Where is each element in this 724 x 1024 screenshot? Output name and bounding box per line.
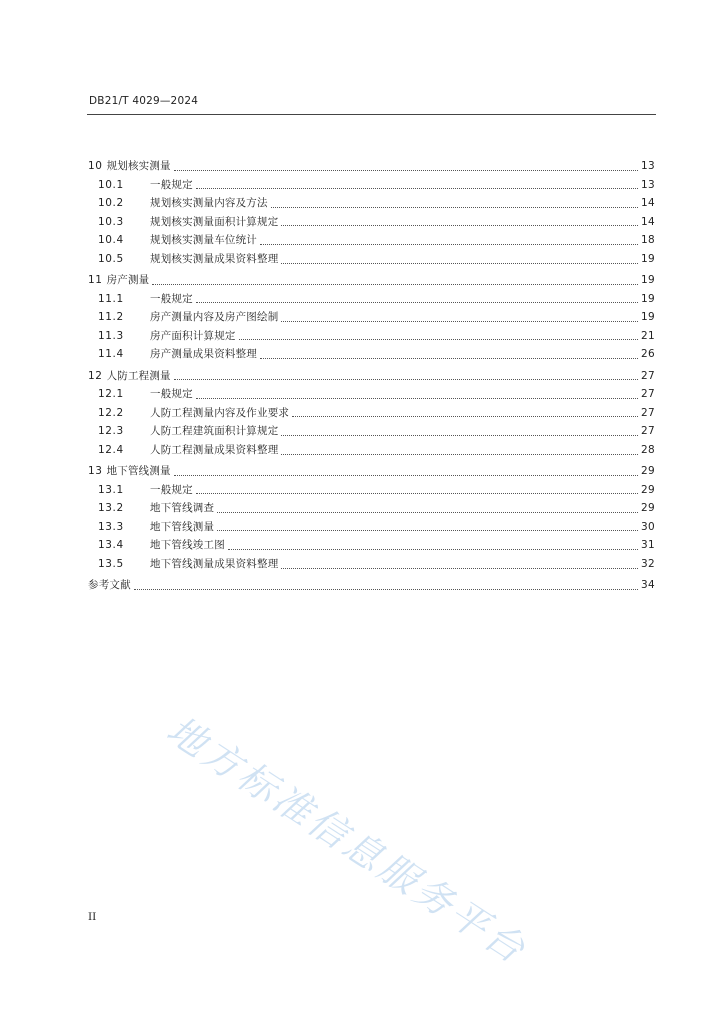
toc-section-entry[interactable] bbox=[88, 404, 655, 423]
toc-dot-leader bbox=[174, 369, 638, 380]
toc-entry-title: 房产面积计算规定 bbox=[150, 329, 236, 342]
toc-dot-leader bbox=[239, 329, 638, 340]
toc-entry-title: 房产测量内容及房产图绘制 bbox=[150, 311, 279, 324]
toc-entry-title: 一般规定 bbox=[150, 483, 193, 496]
toc-entry-page: 19 bbox=[641, 274, 655, 287]
toc-entry-number: 12.3 bbox=[98, 425, 124, 438]
toc-chapter-entry[interactable] bbox=[88, 157, 655, 176]
toc-entry-page: 19 bbox=[641, 292, 655, 305]
toc-entry-number: 10.2 bbox=[98, 197, 124, 210]
toc-entry-page: 13 bbox=[641, 178, 655, 191]
document-code: DB21/T 4029—2024 bbox=[89, 95, 199, 107]
toc-chapter-entry[interactable] bbox=[88, 367, 655, 386]
toc-entry-number: 13.3 bbox=[98, 520, 124, 533]
toc-section-entry[interactable] bbox=[88, 518, 655, 537]
toc-entry-page: 14 bbox=[641, 197, 655, 210]
toc-dot-leader bbox=[281, 215, 638, 226]
toc-chapter-entry[interactable] bbox=[88, 271, 655, 290]
toc-entry-title: 地下管线竣工图 bbox=[150, 539, 225, 552]
toc-dot-leader bbox=[281, 253, 638, 264]
toc-dot-leader bbox=[292, 406, 638, 417]
toc-entry-number: 11.4 bbox=[98, 348, 124, 361]
toc-entry-title: 地下管线测量 bbox=[150, 520, 215, 533]
table-of-contents bbox=[88, 157, 655, 595]
toc-section-entry[interactable] bbox=[88, 481, 655, 500]
toc-dot-leader bbox=[281, 558, 638, 569]
toc-dot-leader bbox=[196, 388, 638, 399]
toc-dot-leader bbox=[134, 579, 638, 590]
toc-entry-title: 规划核实测量面积计算规定 bbox=[150, 215, 279, 228]
toc-dot-leader bbox=[281, 444, 638, 455]
toc-entry-number: 10.4 bbox=[98, 234, 124, 247]
toc-section-entry[interactable] bbox=[88, 194, 655, 213]
toc-entry-page: 14 bbox=[641, 215, 655, 228]
toc-entry-number: 11.3 bbox=[98, 329, 124, 342]
toc-entry-title: 规划核实测量车位统计 bbox=[150, 234, 257, 247]
page-number: II bbox=[88, 911, 97, 923]
toc-section-entry[interactable] bbox=[88, 231, 655, 250]
toc-dot-leader bbox=[217, 502, 638, 513]
toc-dot-leader bbox=[228, 539, 638, 550]
toc-entry-page: 34 bbox=[641, 579, 655, 592]
toc-dot-leader bbox=[217, 520, 638, 531]
toc-entry-number: 13.5 bbox=[98, 558, 124, 571]
toc-entry-number: 10.5 bbox=[98, 253, 124, 266]
toc-entry-number: 12.2 bbox=[98, 406, 124, 419]
toc-section-entry[interactable] bbox=[88, 327, 655, 346]
toc-dot-leader bbox=[271, 197, 638, 208]
toc-entry-number: 10.3 bbox=[98, 215, 124, 228]
toc-entry-page: 31 bbox=[641, 539, 655, 552]
toc-entry-page: 27 bbox=[641, 406, 655, 419]
toc-entry-title: 人防工程测量 bbox=[106, 369, 171, 382]
toc-section-entry[interactable] bbox=[88, 213, 655, 232]
toc-entry-page: 29 bbox=[641, 483, 655, 496]
toc-section-entry[interactable] bbox=[88, 176, 655, 195]
toc-chapter-entry[interactable] bbox=[88, 576, 655, 595]
toc-entry-number: 13 bbox=[88, 465, 103, 478]
toc-section-entry[interactable] bbox=[88, 308, 655, 327]
toc-section-entry[interactable] bbox=[88, 345, 655, 364]
toc-entry-number: 10 bbox=[88, 160, 103, 173]
toc-dot-leader bbox=[196, 483, 638, 494]
toc-entry-number: 11 bbox=[88, 274, 103, 287]
toc-dot-leader bbox=[174, 465, 638, 476]
toc-chapter-entry[interactable] bbox=[88, 462, 655, 481]
toc-entry-page: 19 bbox=[641, 253, 655, 266]
toc-entry-title: 地下管线测量 bbox=[106, 465, 171, 478]
toc-section-entry[interactable] bbox=[88, 422, 655, 441]
toc-entry-page: 19 bbox=[641, 311, 655, 324]
toc-entry-title: 地下管线测量成果资料整理 bbox=[150, 558, 279, 571]
toc-entry-title: 规划核实测量成果资料整理 bbox=[150, 253, 279, 266]
toc-entry-number: 13.2 bbox=[98, 502, 124, 515]
toc-dot-leader bbox=[260, 348, 638, 359]
toc-entry-page: 30 bbox=[641, 520, 655, 533]
toc-entry-page: 28 bbox=[641, 443, 655, 456]
toc-entry-title: 一般规定 bbox=[150, 292, 193, 305]
toc-dot-leader bbox=[152, 274, 638, 285]
toc-entry-page: 27 bbox=[641, 369, 655, 382]
toc-entry-number: 11.1 bbox=[98, 292, 124, 305]
toc-entry-page: 26 bbox=[641, 348, 655, 361]
toc-entry-number: 12 bbox=[88, 369, 103, 382]
toc-section-entry[interactable] bbox=[88, 250, 655, 269]
toc-dot-leader bbox=[174, 160, 638, 171]
toc-entry-title: 人防工程建筑面积计算规定 bbox=[150, 425, 279, 438]
toc-entry-title: 房产测量成果资料整理 bbox=[150, 348, 257, 361]
toc-section-entry[interactable] bbox=[88, 536, 655, 555]
toc-entry-page: 27 bbox=[641, 388, 655, 401]
toc-entry-number: 13.4 bbox=[98, 539, 124, 552]
toc-dot-leader bbox=[196, 292, 638, 303]
toc-entry-title: 房产测量 bbox=[106, 274, 150, 287]
toc-section-entry[interactable] bbox=[88, 385, 655, 404]
toc-entry-title: 规划核实测量 bbox=[106, 160, 171, 173]
toc-dot-leader bbox=[196, 178, 638, 189]
toc-entry-title: 人防工程测量成果资料整理 bbox=[150, 443, 279, 456]
toc-entry-page: 32 bbox=[641, 558, 655, 571]
toc-entry-page: 27 bbox=[641, 425, 655, 438]
toc-entry-number: 13.1 bbox=[98, 483, 124, 496]
toc-section-entry[interactable] bbox=[88, 555, 655, 574]
toc-entry-number: 10.1 bbox=[98, 178, 124, 191]
toc-entry-title: 一般规定 bbox=[150, 178, 193, 191]
toc-entry-page: 29 bbox=[641, 502, 655, 515]
toc-entry-title: 参考文献 bbox=[88, 579, 131, 592]
toc-entry-page: 13 bbox=[641, 160, 655, 173]
toc-entry-number: 12.4 bbox=[98, 443, 124, 456]
toc-entry-title: 规划核实测量内容及方法 bbox=[150, 197, 268, 210]
toc-dot-leader bbox=[260, 234, 638, 245]
toc-entry-title: 人防工程测量内容及作业要求 bbox=[150, 406, 290, 419]
toc-entry-number: 12.1 bbox=[98, 388, 124, 401]
toc-entry-page: 29 bbox=[641, 465, 655, 478]
watermark: 地方标准信息服务平台 bbox=[159, 707, 536, 974]
header-divider bbox=[87, 114, 656, 115]
toc-dot-leader bbox=[281, 311, 638, 322]
toc-entry-number: 11.2 bbox=[98, 311, 124, 324]
toc-dot-leader bbox=[281, 425, 638, 436]
toc-section-entry[interactable] bbox=[88, 290, 655, 309]
toc-entry-title: 一般规定 bbox=[150, 388, 193, 401]
toc-section-entry[interactable] bbox=[88, 499, 655, 518]
toc-section-entry[interactable] bbox=[88, 441, 655, 460]
toc-entry-page: 21 bbox=[641, 329, 655, 342]
toc-entry-title: 地下管线调查 bbox=[150, 502, 215, 515]
toc-entry-page: 18 bbox=[641, 234, 655, 247]
